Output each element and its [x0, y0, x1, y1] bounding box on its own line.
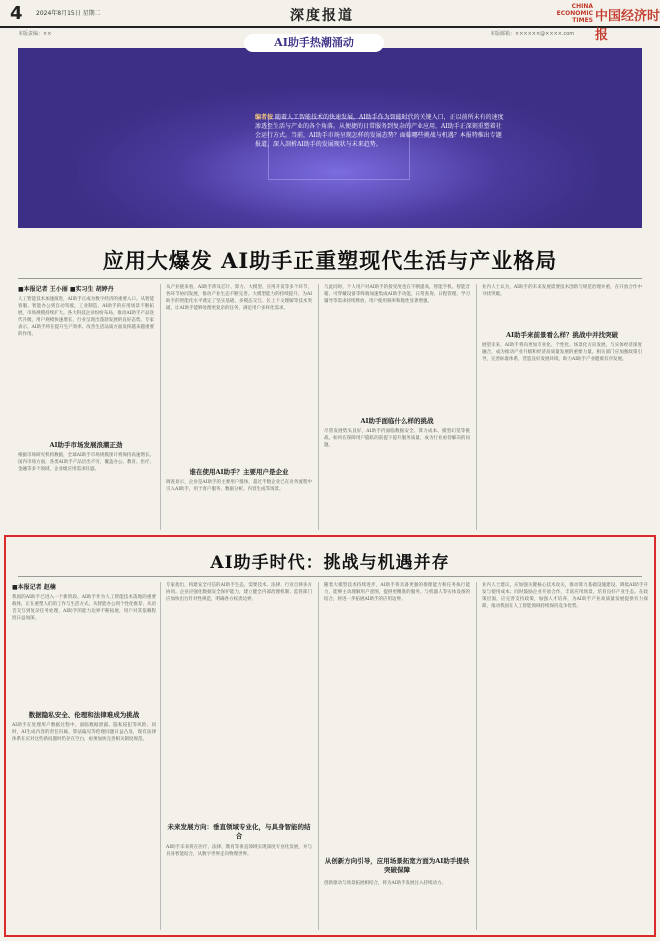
article1-col2b: 调查显示，企业是AI助手的主要用户群体，超过半数企业已在业务流程中引入AI助手，用于客户服务、数据分析、内容生成等场景。 [166, 480, 312, 492]
article2-col2b: AI助手未来将在医疗、法律、教育等垂直领域实现深度专业化发展，并与具身智能结合，从数字世界走向物理世界。 [166, 845, 312, 857]
article2-col3b: 创新驱动与场景拓展相结合，将为AI助手发展注入持续动力。 [324, 881, 447, 886]
article1-subhead-3: AI助手面临什么样的挑战 [360, 417, 434, 425]
article1-col1b: 根据市场研究机构数据，全球AI助手市场规模预计将保持高速增长。国内市场方面，各类AI助手产品层出不穷，覆盖办公、教育、医疗、金融等多个领域，企业级应用需求旺盛。 [18, 453, 154, 472]
article1-col3: 与此同时，个人用户对AI助手的接受度也在不断提高，智能手机、智能音箱、可穿戴设备等终端加速集成AI助手功能，日常查询、日程管理、学习辅导等需求持续释放，用户使用频率和黏性显著增强。 [324, 285, 470, 304]
column-rule [476, 582, 477, 930]
article2-col3: 随着大模型技术持续进步，AI助手将具备更强的推理能力和任务执行能力，能够主动理解用户意图，提供更精准的服务。与机器人等实体设备的结合，将进一步拓展AI助手的应用边界。 [324, 583, 470, 602]
paper-english-name: CHINA ECONOMIC TIMES [556, 3, 593, 24]
article1-byline: ■本报记者 王小丽 ■实习生 胡婷丹 [18, 286, 114, 293]
column-rule [160, 284, 161, 530]
article1-col3b: 尽管发展势头良好，AI助手仍面临数据安全、算力成本、模型幻觉等挑战。如何在保障用户隐私的前提下提升服务质量，成为行业亟待解决的问题。 [324, 429, 470, 448]
issue-date: 2024年8月15日 星期二 [36, 10, 101, 17]
article2-headline: AI助手时代：挑战与机遇并存 [210, 553, 450, 573]
section-title: 深度报道 [290, 8, 354, 24]
editor-note-label: 编者按 [255, 114, 274, 121]
article2-subhead-2: 未来发展方向：垂直领域专业化，与具身智能的结合 [167, 823, 311, 840]
banner-title: AI助手热潮涌动 [244, 34, 384, 52]
column-rule [160, 582, 161, 930]
divider [18, 576, 642, 577]
article2-col1: 我国的AI助手已进入一个新阶段。AI助手作为人工智能技术落地的重要载体，正在重塑人们的工作与生活方式。从智能办公到个性化推荐，从语音交互到复杂任务处理，AI助手的能力边界不断拓展，用户对其依赖程度日益加深。 [12, 595, 156, 621]
article1-subhead-2: 谁在使用AI助手？主要用户是企业 [189, 468, 289, 476]
column-rule [318, 582, 319, 930]
article1-subhead-4: AI助手来前景看么样？挑战中并找突破 [505, 331, 619, 339]
paper-logo: 中国经济时报 [595, 9, 660, 43]
editor-info: 本版责编：×× [18, 31, 52, 37]
article1-subhead-1: AI助手市场发展浪潮正劲 [49, 441, 123, 449]
article1-col4b: 展望未来，AI助手将向更加专业化、个性化、场景化方向发展，与实体经济深度融合，成为推动产业升级和经济高质量发展的重要力量。相关部门应加强政策引导，完善标准体系，营造良好发展环境，助力AI助手产业健康有序发展。 [482, 343, 642, 362]
column-rule [318, 284, 319, 530]
article2-subhead-1: 数据隐私安全、伦理和法律难成为挑战 [28, 711, 140, 719]
editor-note [255, 113, 505, 149]
article2-col1b: AI助手在处理用户数据过程中，面临数据泄露、隐私侵犯等风险。同时，AI生成内容的责任归属、算法偏见等伦理问题日益凸显，现有法律体系在应对这些新问题时仍存在空白，亟须加快完善相关制度规范。 [12, 723, 156, 742]
email-info: 本版邮箱：××××××@××××.com [490, 31, 575, 37]
page-number: 4 [10, 3, 23, 24]
divider [18, 278, 642, 279]
article1-headline: 应用大爆发 AI助手正重塑现代生活与产业格局 [102, 248, 558, 273]
editor-note-text: 随着人工智能技术的快速发展，AI助手作为智能时代的关键入口，正以前所未有的速度渗透至生活与产业的各个角落。从便捷的日常服务到复杂的产业应用，AI助手正深刻重塑着社会运行方式。当前，AI助手市场呈现怎样的发展态势？面临哪些挑战与机遇？本报特推出专题报道，深入剖析AI助手的发展现状与未来趋势。 [255, 114, 504, 148]
article2-byline: ■本报记者 赵楠 [12, 584, 56, 591]
article1-col1: 人工智能技术加速演进，AI助手正成为数字经济的重要入口。从智能客服、智能办公到自动驾驶、工业制造，AI助手的应用场景不断拓展，市场规模持续扩大。各大科技企业纷纷布局，推动AI助手产品迭代升级，用户规模快速增长，行业呈现出蓬勃发展的良好态势。专家表示，AI助手将在提升生产效率、改善生活品质方面发挥越来越重要的作用。 [18, 297, 154, 337]
article2-subhead-3: 从创新方向引导，应用场景拓宽方面为AI助手提供突破保障 [324, 857, 470, 874]
article1-col2: 从产业链来看，AI助手涉及芯片、算力、大模型、应用开发等多个环节，各环节协同发展，推动产业生态不断完善。大模型能力的持续提升，为AI助手的智能化水平奠定了坚实基础，多模态交互、长上下文理解等技术突破，让AI助手能够处理更复杂的任务，满足用户多样化需求。 [166, 285, 312, 311]
article2-col4: 业内人士建议，应加强关键核心技术攻关，推动算力基础设施建设，降低AI助手开发与使用成本；同时鼓励企业开放合作，丰富应用场景，培育良好产业生态。在政策层面，应完善支持政策，加强人才培养，为AI助手产业高质量发展提供有力保障，推动我国在人工智能领域持续保持竞争优势。 [482, 583, 648, 609]
article2-col2: 专家指出，构建安全可信的AI助手生态，需要技术、法律、行业自律多方协同。企业应强化数据安全保护能力，建立健全内部治理机制；监管部门应加快出台针对性规范，明确各方权责边界。 [166, 583, 312, 602]
article1-col4a: 业内人士认为，AI助手的未来发展需要技术创新与规范治理并重，在开放合作中寻找突破。 [482, 285, 642, 297]
column-rule [476, 284, 477, 530]
